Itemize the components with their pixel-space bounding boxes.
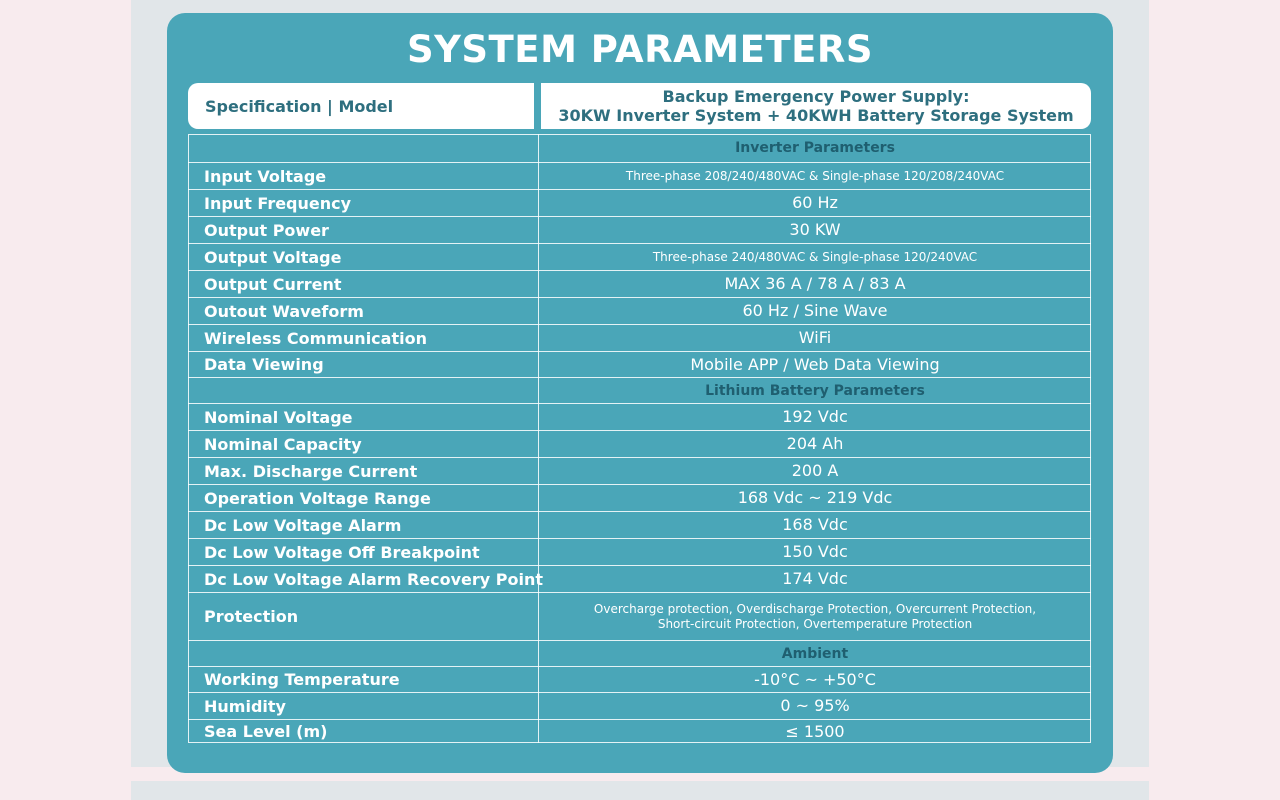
table-row xyxy=(188,719,1091,743)
table-row xyxy=(188,324,1091,351)
product-header-line2: 30KW Inverter System + 40KWH Battery Storage System xyxy=(558,106,1074,125)
parameter-value xyxy=(539,539,1091,565)
value-text: Three-phase 208/240/480VAC & Single-phase 120/208/240VAC xyxy=(625,168,1005,183)
section-row xyxy=(188,377,1091,403)
parameter-name: Output Current xyxy=(204,274,342,294)
value-text: -10°C ~ +50°C xyxy=(754,669,876,689)
table-row xyxy=(188,162,1091,189)
parameter-value xyxy=(539,352,1091,377)
table-row xyxy=(188,430,1091,457)
parameter-value xyxy=(539,163,1091,189)
value-text: 192 Vdc xyxy=(782,407,848,426)
spec-model-label: Specification | Model xyxy=(205,96,394,116)
parameter-name: Nominal Capacity xyxy=(204,434,362,454)
table-row xyxy=(188,270,1091,297)
table-row xyxy=(188,403,1091,430)
section-row xyxy=(188,640,1091,666)
table-row xyxy=(188,216,1091,243)
product-header xyxy=(541,83,1091,129)
parameter-value xyxy=(539,512,1091,538)
parameter-value xyxy=(539,566,1091,592)
value-text: MAX 36 A / 78 A / 83 A xyxy=(724,274,906,293)
value-text: WiFi xyxy=(798,328,832,347)
page-title: SYSTEM PARAMETERS xyxy=(406,28,874,71)
parameter-value xyxy=(539,404,1091,430)
spec-model-header xyxy=(188,83,534,129)
parameter-name: Protection xyxy=(204,607,299,626)
value-text: Ambient xyxy=(781,645,849,662)
value-text: Three-phase 240/480VAC & Single-phase 120/240VAC xyxy=(652,249,978,264)
parameter-name: Wireless Communication xyxy=(204,328,427,348)
parameter-value xyxy=(539,244,1091,270)
parameter-value xyxy=(539,431,1091,457)
parameter-name: Input Voltage xyxy=(204,166,327,186)
table-row xyxy=(188,457,1091,484)
parameter-value xyxy=(539,593,1091,640)
section-title xyxy=(539,378,1091,403)
table-row xyxy=(188,692,1091,719)
value-text: 168 Vdc ~ 219 Vdc xyxy=(737,488,893,507)
section-row xyxy=(188,134,1091,162)
parameter-name: Sea Level (m) xyxy=(204,722,328,741)
section-title xyxy=(539,641,1091,666)
parameter-name: Dc Low Voltage Alarm xyxy=(204,515,402,535)
parameter-value xyxy=(539,190,1091,216)
value-text: Inverter Parameters xyxy=(735,140,895,156)
table-row xyxy=(188,666,1091,692)
parameter-value xyxy=(539,271,1091,297)
parameter-value xyxy=(539,667,1091,692)
parameter-name: Input Frequency xyxy=(204,193,352,213)
value-text: ≤ 1500 xyxy=(785,721,845,741)
parameter-name: Max. Discharge Current xyxy=(204,461,418,481)
table-row xyxy=(188,189,1091,216)
parameter-value xyxy=(539,485,1091,511)
value-text: 204 Ah xyxy=(786,434,844,453)
parameter-value xyxy=(539,720,1091,743)
parameter-name: Operation Voltage Range xyxy=(204,488,431,508)
parameter-name: Working Temperature xyxy=(204,670,400,689)
table-row xyxy=(188,538,1091,565)
parameter-name: Output Power xyxy=(204,220,329,240)
table-row xyxy=(188,565,1091,592)
parameter-value xyxy=(539,298,1091,324)
parameter-name: Output Voltage xyxy=(204,247,342,267)
value-text: 168 Vdc xyxy=(782,515,848,534)
section-title xyxy=(539,134,1091,162)
value-text: 60 Hz / Sine Wave xyxy=(742,301,888,320)
parameter-name: Dc Low Voltage Alarm Recovery Point xyxy=(204,569,544,589)
parameter-name: Humidity xyxy=(204,696,286,716)
table-row xyxy=(188,243,1091,270)
value-text: 150 Vdc xyxy=(782,542,848,561)
value-text: 60 Hz xyxy=(792,193,838,212)
table-row xyxy=(188,484,1091,511)
value-text: 30 KW xyxy=(789,220,841,239)
table-row xyxy=(188,297,1091,324)
parameter-name: Nominal Voltage xyxy=(204,407,353,427)
parameter-value xyxy=(539,693,1091,719)
product-header-line1: Backup Emergency Power Supply: xyxy=(662,87,970,106)
value-text: Lithium Battery Parameters xyxy=(705,382,925,399)
parameter-value xyxy=(539,458,1091,484)
parameter-name: Outout Waveform xyxy=(204,301,364,321)
parameter-value xyxy=(539,325,1091,351)
parameter-name: Data Viewing xyxy=(204,355,324,374)
value-text: 174 Vdc xyxy=(782,569,848,588)
value-text-line2: Short-circuit Protection, Overtemperature Protection xyxy=(657,616,973,631)
table-row xyxy=(188,511,1091,538)
table-row xyxy=(188,351,1091,377)
parameter-value xyxy=(539,217,1091,243)
parameter-name: Dc Low Voltage Off Breakpoint xyxy=(204,542,480,562)
value-text: 0 ~ 95% xyxy=(780,696,850,715)
value-text: Overcharge protection, Overdischarge Protection, Overcurrent Protection, xyxy=(593,601,1037,616)
value-text: 200 A xyxy=(791,461,839,480)
table-row xyxy=(188,592,1091,640)
next-page-background xyxy=(131,781,1149,800)
value-text: Mobile APP / Web Data Viewing xyxy=(690,354,940,374)
